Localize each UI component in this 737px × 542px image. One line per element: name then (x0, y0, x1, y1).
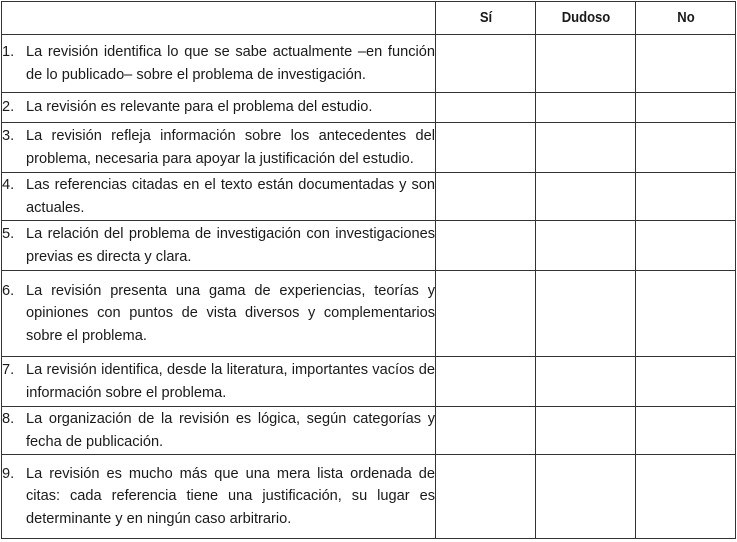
criterion-cell (2, 93, 436, 123)
check-cell-si[interactable] (436, 221, 536, 271)
table-row (2, 221, 736, 271)
table-row (2, 173, 736, 221)
criterion-text: La revisión presenta una gama de experiencias, teorías y opiniones con puntos de vista diversos y complementarios sobre el problema. (26, 282, 435, 344)
check-cell-no[interactable] (636, 357, 736, 407)
criterion-number: 2. (2, 99, 15, 116)
check-cell-dudoso[interactable] (536, 407, 636, 455)
check-cell-si[interactable] (436, 407, 536, 455)
criterion-number: 3. (2, 128, 15, 144)
criterion-cell (2, 357, 436, 407)
header-si: Sí (441, 2, 531, 35)
criterion-cell (2, 407, 436, 455)
criterion-text: La revisión identifica lo que se sabe actualmente –en función de lo publicado– sobre el problema de investigación. (26, 44, 435, 83)
criterion-text: La organización de la revisión es lógica, según categorías y fecha de publicación. (26, 411, 435, 450)
check-cell-no[interactable] (636, 455, 736, 539)
check-cell-si[interactable] (436, 123, 536, 173)
check-cell-si[interactable] (436, 357, 536, 407)
check-cell-si[interactable] (436, 271, 536, 357)
check-cell-dudoso[interactable] (536, 221, 636, 271)
criterion-cell (2, 173, 436, 221)
criterion-number: 8. (2, 411, 15, 427)
criterion-cell (2, 123, 436, 173)
header-dudoso: Dudoso (541, 2, 631, 35)
criterion-text: La relación del problema de investigación con investigaciones previas es directa y clara. (26, 226, 435, 265)
literature-review-checklist-table (1, 1, 736, 539)
criterion-text: La revisión es mucho más que una mera lista ordenada de citas: cada referencia tiene una justificación, su lugar es determinante y en ningún caso arbitrario. (26, 465, 435, 527)
check-cell-si[interactable] (436, 173, 536, 221)
criterion-number: 6. (2, 282, 15, 299)
check-cell-no[interactable] (636, 173, 736, 221)
criterion-text: Las referencias citadas en el texto están documentadas y son actuales. (26, 177, 435, 216)
check-cell-si[interactable] (436, 35, 536, 93)
table-row (2, 455, 736, 539)
criterion-number: 9. (2, 465, 15, 482)
criterion-cell (2, 455, 436, 539)
check-cell-no[interactable] (636, 93, 736, 123)
table-row (2, 35, 736, 93)
check-cell-dudoso[interactable] (536, 271, 636, 357)
header-row (2, 2, 736, 35)
check-cell-dudoso[interactable] (536, 455, 636, 539)
table-row (2, 357, 736, 407)
table-row (2, 123, 736, 173)
check-cell-dudoso[interactable] (536, 173, 636, 221)
criterion-number: 1. (2, 44, 15, 60)
criterion-number: 4. (2, 177, 15, 193)
check-cell-no[interactable] (636, 271, 736, 357)
table-row (2, 93, 736, 123)
header-criteria (23, 2, 414, 35)
criterion-number: 5. (2, 226, 15, 242)
check-cell-dudoso[interactable] (536, 123, 636, 173)
check-cell-dudoso[interactable] (536, 35, 636, 93)
criterion-cell (2, 35, 436, 93)
check-cell-si[interactable] (436, 455, 536, 539)
check-cell-no[interactable] (636, 35, 736, 93)
criterion-text: La revisión refleja información sobre los antecedentes del problema, necesaria para apoyar la justificación del estudio. (26, 128, 435, 167)
criterion-cell (2, 271, 436, 357)
header-no: No (641, 2, 731, 35)
table-row (2, 271, 736, 357)
check-cell-no[interactable] (636, 221, 736, 271)
criterion-text: La revisión es relevante para el problema del estudio. (26, 99, 373, 116)
check-cell-dudoso[interactable] (536, 357, 636, 407)
criterion-number: 7. (2, 362, 15, 378)
check-cell-no[interactable] (636, 123, 736, 173)
criterion-text: La revisión identifica, desde la literatura, importantes vacíos de información sobre el problema. (26, 362, 435, 401)
check-cell-dudoso[interactable] (536, 93, 636, 123)
table-row (2, 407, 736, 455)
check-cell-si[interactable] (436, 93, 536, 123)
criterion-cell (2, 221, 436, 271)
check-cell-no[interactable] (636, 407, 736, 455)
